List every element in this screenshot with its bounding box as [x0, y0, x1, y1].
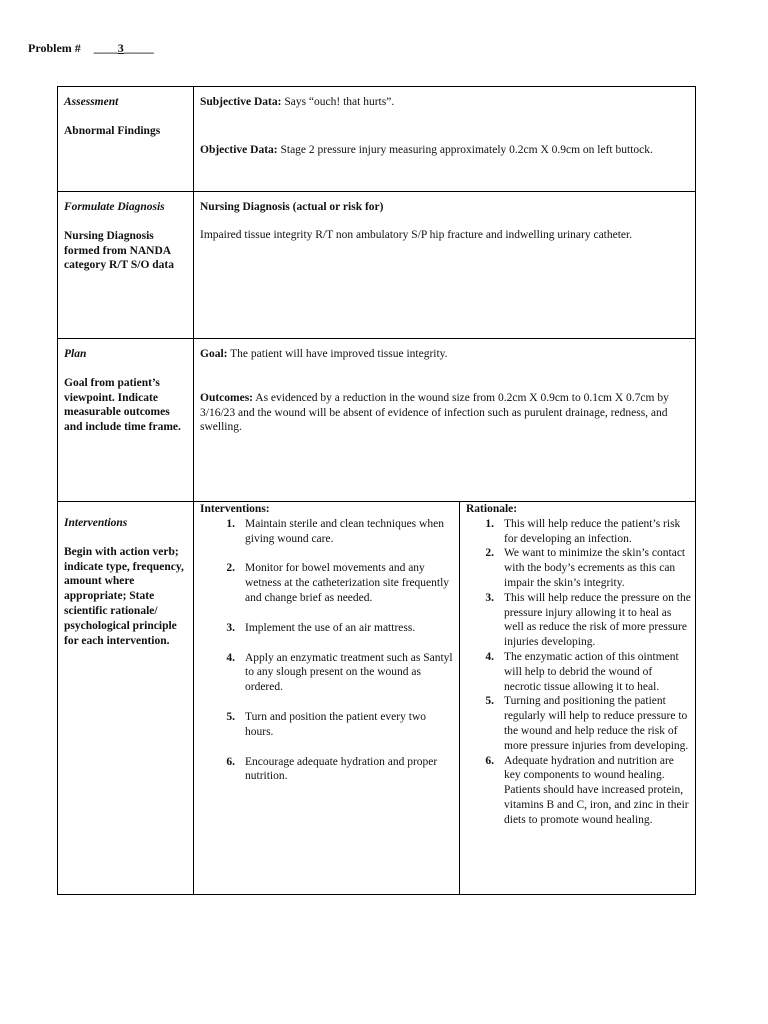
rationale-item: [466, 650, 691, 694]
plan-sub: Goal from patient’s viewpoint. Indicate measurable outcomes and include time frame.: [64, 376, 181, 434]
interventions-list: [200, 517, 455, 784]
problem-header: [28, 41, 154, 56]
rationale-item-number: 4.: [485, 650, 494, 663]
intervention-item-text: Turn and position the patient every two hours.: [245, 710, 426, 738]
plan-title: Plan: [64, 348, 87, 360]
interventions-content-cell: [194, 502, 696, 895]
diagnosis-text: Impaired tissue integrity R/T non ambulatory S/P hip fracture and indwelling urinary catheter.: [200, 228, 633, 241]
interventions-row: [58, 502, 696, 895]
objective-text: Stage 2 pressure injury measuring approximately 0.2cm X 0.9cm on left buttock.: [280, 143, 653, 156]
rationale-item-number: 2.: [485, 547, 494, 560]
intervention-item-text: Encourage adequate hydration and proper nutrition.: [245, 755, 438, 783]
diagnosis-title: Formulate Diagnosis: [64, 201, 165, 213]
rationale-item-number: 1.: [485, 517, 494, 530]
intervention-item-number: 2.: [226, 562, 235, 575]
diagnosis-content-cell: [194, 192, 696, 339]
rationale-item: [466, 754, 691, 828]
rationale-column: [460, 502, 695, 894]
rationale-item-text: Adequate hydration and nutrition are key components to wound healing. Patients should have increased protein, vitamins B and C, iron, and zinc in their diets to promote wound healing.: [504, 754, 689, 826]
rationale-item-text: Turning and positioning the patient regularly will help to reduce pressure to the wound and help reduce the risk of more pressure injuries from developing.: [504, 695, 689, 752]
intervention-item: [200, 710, 455, 740]
interventions-title: Interventions: [64, 517, 128, 529]
subjective-data: [200, 95, 689, 110]
intervention-item-text: Maintain sterile and clean techniques when giving wound care.: [245, 517, 444, 545]
care-plan-table: [57, 86, 696, 895]
interventions-label-cell: [58, 502, 194, 895]
objective-label: Objective Data:: [200, 143, 278, 156]
outcomes-label: Outcomes:: [200, 391, 254, 404]
interventions-sub: Begin with action verb; indicate type, frequency, amount where appropriate; State scientific rationale/ psychological principle for each intervention.: [64, 545, 184, 647]
intervention-item-text: Apply an enzymatic treatment such as Santyl to any slough present on the wound as ordered.: [245, 651, 453, 694]
intervention-item: [200, 561, 455, 605]
assessment-row: [58, 87, 696, 192]
outcomes-text: As evidenced by a reduction in the wound size from 0.2cm X 0.9cm to 0.1cm X 0.7cm by 3/16/23 and the wound will be absent of evidence of infection such as purulent drainage, redness, and swelling.: [200, 391, 669, 434]
intervention-item-number: 6.: [226, 755, 235, 768]
rationale-list: [466, 517, 691, 828]
assessment-title: Assessment: [64, 96, 119, 108]
diagnosis-heading: Nursing Diagnosis (actual or risk for): [200, 201, 384, 213]
rationale-item-text: This will help reduce the pressure on the pressure injury allowing it to heal as well as reduce the risk of more pressure injuries developing.: [504, 591, 691, 649]
assessment-label-cell: [58, 87, 194, 192]
intervention-item: [200, 621, 455, 636]
intervention-item: [200, 651, 455, 695]
plan-row: [58, 339, 696, 502]
intervention-item-number: 4.: [226, 651, 235, 664]
objective-data: [200, 143, 689, 158]
rationale-item-number: 5.: [485, 695, 494, 708]
rationale-item-text: The enzymatic action of this ointment will help to debrid the wound of necrotic tissue allowing it to heal.: [504, 650, 679, 693]
rationale-item-text: This will help reduce the patient’s risk for developing an infection.: [504, 517, 681, 545]
rationale-item-number: 6.: [485, 754, 494, 767]
intervention-item-text: Implement the use of an air mattress.: [245, 621, 416, 634]
diagnosis-sub: Nursing Diagnosis formed from NANDA category R/T S/O data: [64, 229, 174, 272]
intervention-item-number: 3.: [226, 621, 235, 634]
assessment-sub: Abnormal Findings: [64, 124, 161, 137]
intervention-item-number: 5.: [226, 710, 235, 723]
rationale-col-label: Rationale:: [466, 503, 518, 515]
goal-text: The patient will have improved tissue integrity.: [230, 348, 448, 360]
subjective-label: Subjective Data:: [200, 96, 282, 108]
rationale-item: [466, 694, 691, 753]
problem-number-line: ____3_____: [93, 41, 154, 55]
rationale-item: [466, 591, 691, 650]
plan-content-cell: [194, 339, 696, 502]
subjective-text: Says “ouch! that hurts”.: [284, 96, 395, 108]
interventions-column: [194, 502, 460, 894]
plan-label-cell: [58, 339, 194, 502]
rationale-item-number: 3.: [485, 591, 494, 604]
assessment-content-cell: [194, 87, 696, 192]
rationale-item: [466, 517, 691, 547]
intervention-item: [200, 517, 455, 547]
intervention-item: [200, 755, 455, 785]
interventions-col-label: Interventions:: [200, 503, 270, 515]
goal-label: Goal:: [200, 348, 228, 360]
intervention-item-text: Monitor for bowel movements and any wetness at the catheterization site frequently and change brief as needed.: [245, 562, 450, 604]
outcomes: [200, 391, 689, 435]
problem-label: Problem #: [28, 41, 81, 55]
rationale-item-text: We want to minimize the skin’s contact with the body’s ecrements as this can impair the skin’s integrity.: [504, 547, 686, 589]
diagnosis-row: [58, 192, 696, 339]
intervention-item-number: 1.: [226, 517, 235, 530]
goal: [200, 347, 689, 362]
rationale-item: [466, 546, 691, 590]
diagnosis-label-cell: [58, 192, 194, 339]
problem-number: 3: [117, 41, 124, 55]
